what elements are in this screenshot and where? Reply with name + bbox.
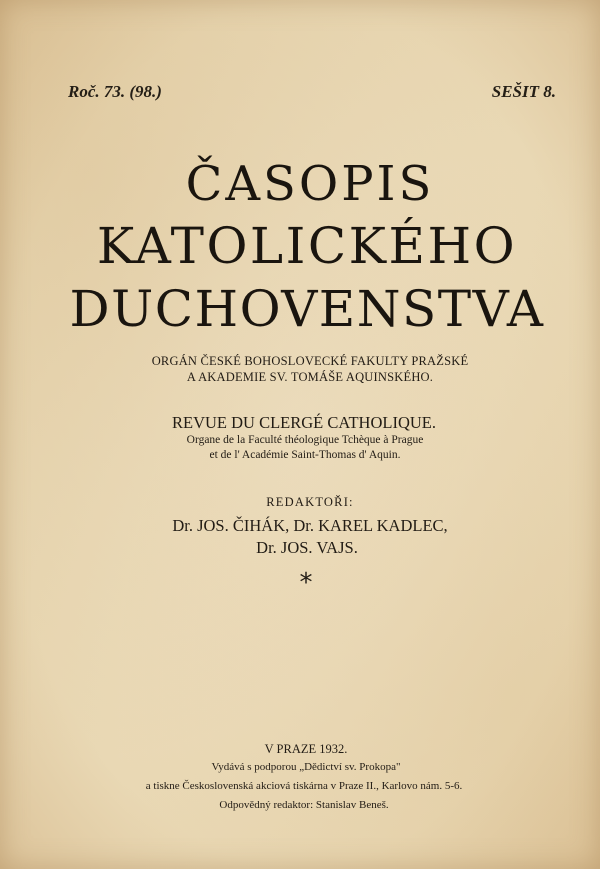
issue-number: SEŠIT 8.	[491, 82, 556, 101]
imprint-line-2: a tiskne Československá akciová tiskárna v Praze II., Karlovo nám. 5-6.	[145, 780, 463, 792]
title-line-3: DUCHOVENSTVA	[69, 280, 545, 338]
editors-line-1: Dr. JOS. ČIHÁK, Dr. KAREL KADLEC,	[172, 516, 448, 535]
asterisk-ornament: *	[299, 568, 313, 598]
imprint-line-3: Odpovědný redaktor: Stanislav Beneš.	[219, 799, 389, 811]
editors-label: REDAKTOŘI:	[266, 495, 354, 509]
volume-number: Roč. 73. (98.)	[68, 82, 162, 101]
french-line-2: et de l' Académie Saint-Thomas d' Aquin.	[209, 449, 401, 461]
title-line-2: KATOLICKÉHO	[96, 217, 518, 275]
organ-line-1: ORGÁN ČESKÉ BOHOSLOVECKÉ FAKULTY PRAŽSKÉ	[151, 354, 469, 368]
french-title: REVUE DU CLERGÉ CATHOLIQUE.	[172, 413, 436, 432]
imprint-line-1: Vydává s podporou „Dědictví sv. Prokopa"	[211, 761, 401, 773]
place-year: V PRAZE 1932.	[264, 742, 348, 756]
title-line-1: ČASOPIS	[185, 156, 435, 212]
french-line-1: Organe de la Faculté théologique Tchèque à Prague	[186, 434, 424, 446]
editors-line-2: Dr. JOS. VAJS.	[256, 538, 358, 557]
organ-line-2: A AKADEMIE SV. TOMÁŠE AQUINSKÉHO.	[186, 370, 434, 384]
